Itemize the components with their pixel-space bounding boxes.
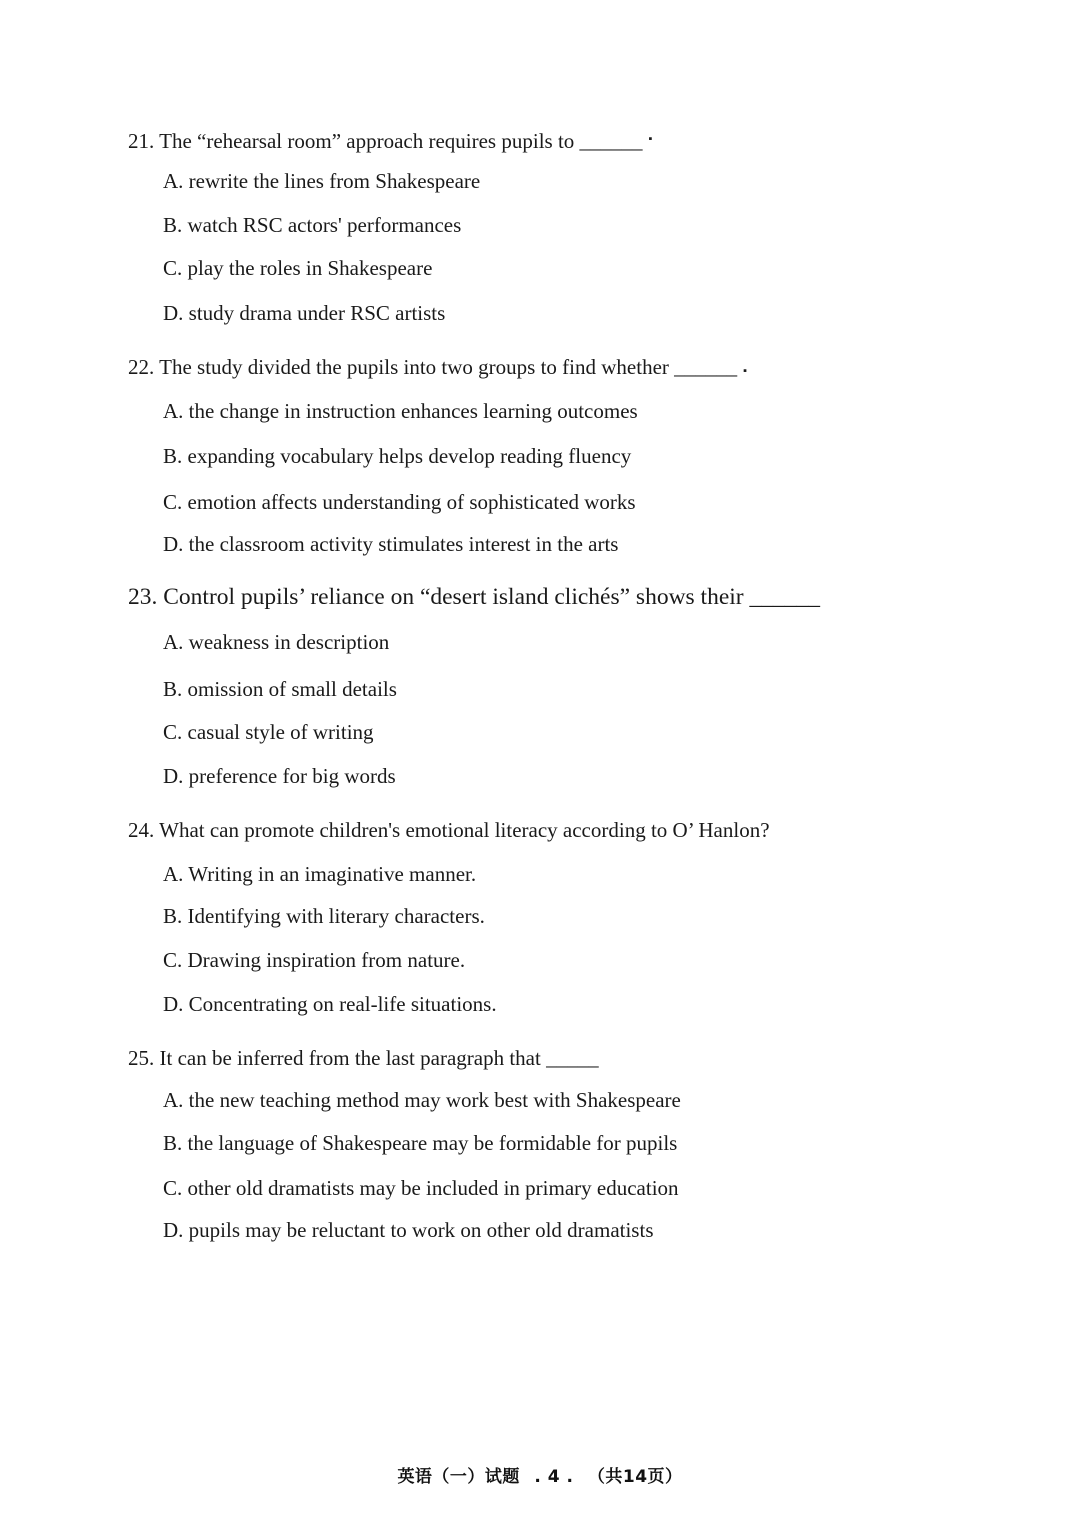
question-25-option-b: B. the language of Shakespeare may be formidable for pupils	[163, 1131, 678, 1155]
question-25-stem: 25. It can be inferred from the last paragraph that _____	[128, 1046, 599, 1070]
question-23-option-b: B. omission of small details	[163, 677, 397, 701]
question-21-stem: 21. The “rehearsal room” approach requires pupils to ______ ▪	[128, 129, 653, 153]
question-24-option-b: B. Identifying with literary characters.	[163, 904, 485, 928]
question-24-option-a: A. Writing in an imaginative manner.	[163, 862, 477, 886]
question-23-option-c: C. casual style of writing	[163, 720, 374, 744]
question-23-option-a: A. weakness in description	[163, 630, 390, 654]
question-22-stem: 22. The study divided the pupils into two groups to find whether ______ ▪	[128, 355, 748, 379]
question-22-option-a: A. the change in instruction enhances learning outcomes	[163, 399, 638, 423]
question-25-option-c: C. other old dramatists may be included in primary education	[163, 1176, 679, 1200]
footer-total-pages: （共14页）	[587, 1467, 683, 1487]
question-22-option-c: C. emotion affects understanding of sophisticated works	[163, 490, 636, 514]
footer-page-number: . 4 .	[534, 1467, 574, 1487]
footer-title: 英语（一）试题	[397, 1467, 520, 1487]
question-21-option-b: B. watch RSC actors' performances	[163, 213, 462, 237]
page-footer	[0, 1462, 1080, 1487]
question-25-option-d: D. pupils may be reluctant to work on other old dramatists	[163, 1218, 654, 1242]
question-21-option-a: A. rewrite the lines from Shakespeare	[163, 169, 481, 193]
question-21-option-d: D. study drama under RSC artists	[163, 301, 446, 325]
question-22-option-d: D. the classroom activity stimulates interest in the arts	[163, 532, 619, 556]
question-22-option-b: B. expanding vocabulary helps develop reading fluency	[163, 444, 632, 468]
question-24-option-c: C. Drawing inspiration from nature.	[163, 948, 466, 972]
question-21-mark: ▪	[648, 133, 653, 145]
question-23-stem: 23. Control pupils’ reliance on “desert island clichés” shows their ______	[128, 584, 820, 610]
question-22-mark: ▪	[743, 365, 748, 377]
question-23-option-d: D. preference for big words	[163, 764, 396, 788]
question-24-stem: 24. What can promote children's emotional literacy according to O’ Hanlon?	[128, 818, 770, 842]
question-24-option-d: D. Concentrating on real-life situations.	[163, 992, 497, 1016]
question-25-option-a: A. the new teaching method may work best with Shakespeare	[163, 1088, 681, 1112]
question-21-option-c: C. play the roles in Shakespeare	[163, 256, 433, 280]
